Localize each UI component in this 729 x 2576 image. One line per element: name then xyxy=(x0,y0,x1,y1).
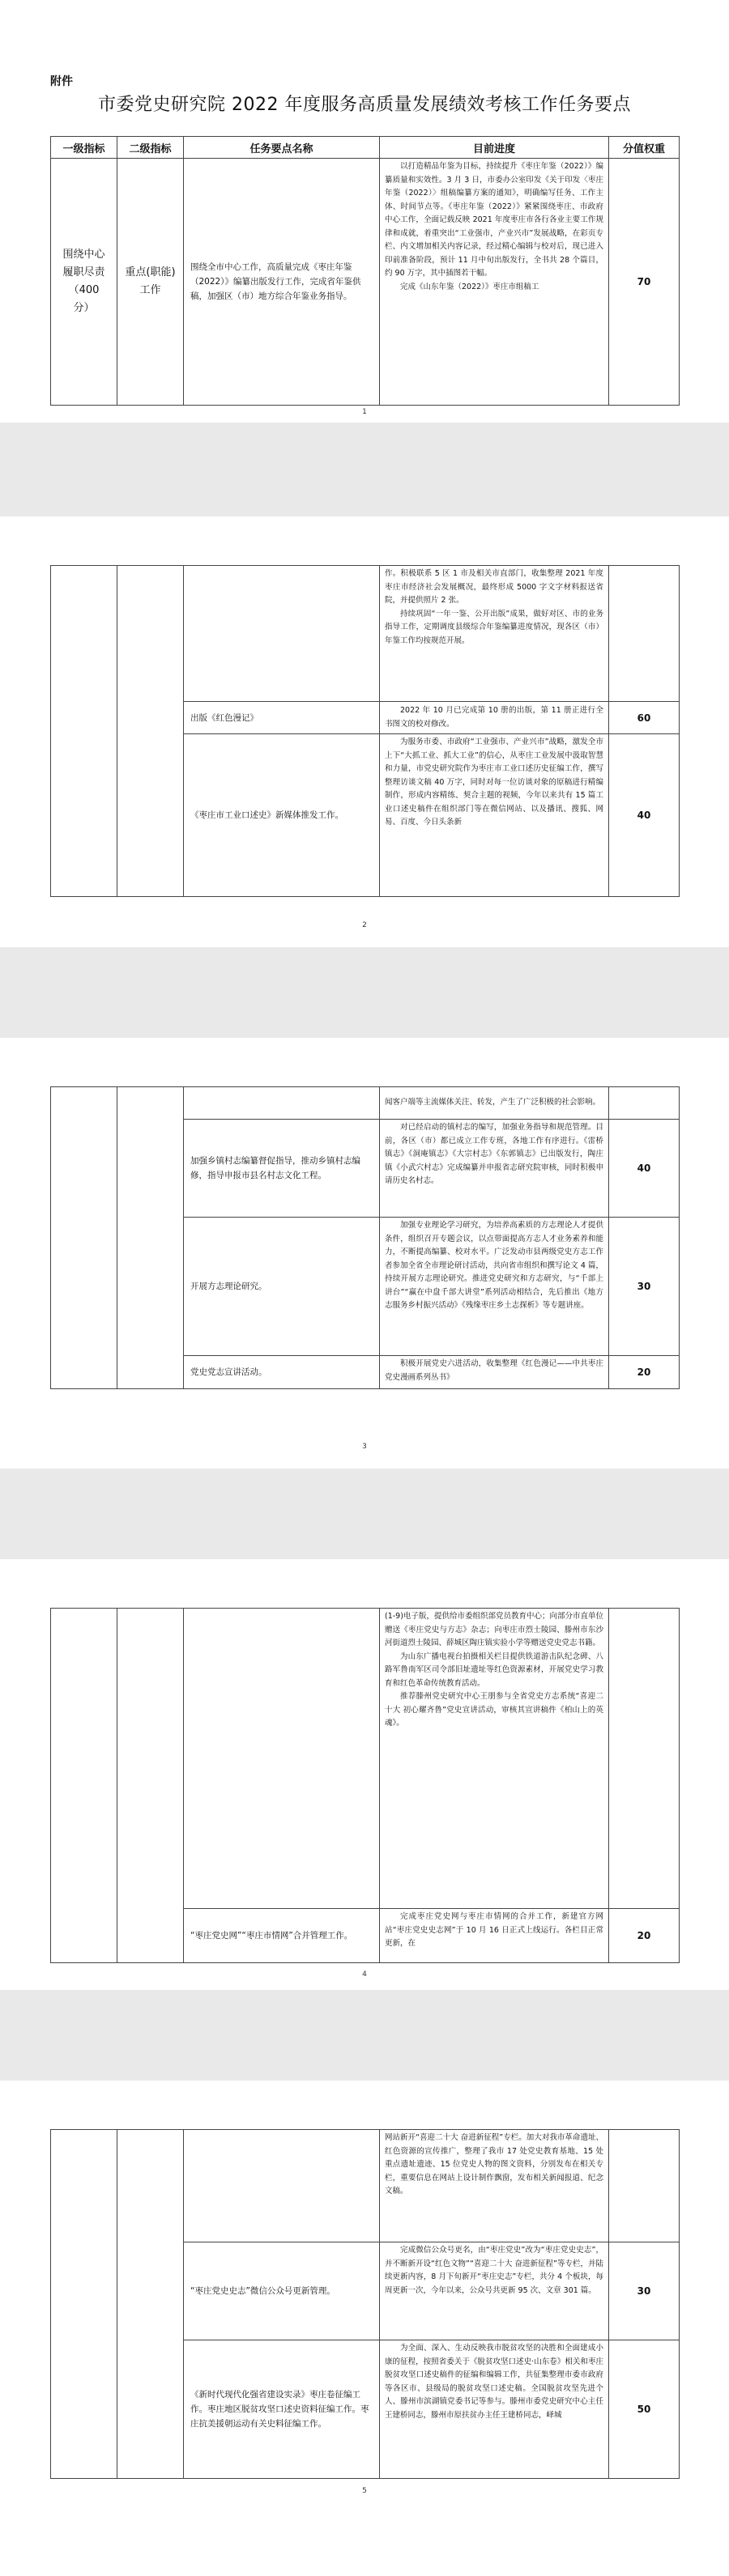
weight-cell xyxy=(609,566,680,702)
weight-cell: 50 xyxy=(609,2340,680,2479)
task-table xyxy=(50,1608,680,1963)
weight-cell xyxy=(609,1087,680,1120)
progress-paragraph: 加强专业理论学习研究，为培养高素质的方志理论人才提供条件，组织召开专题会议，以点带面提高方志人才业务素养和能力，不断提高编纂、校对水平。广泛发动市县两级党史方志工作者参加全省全市理论研讨活动，共向省市组织和撰写论文 4 篇，持续开展方志理论研究。推进党史研究和方志研究，与“千部上讲台”“赢在中盘千部大讲堂”系列活动相结合，先后推出《地方志服务乡村振兴活动》《残缘枣庄乡土志探析》等专题讲座。 xyxy=(385,1221,603,1310)
document-page xyxy=(0,2081,729,2576)
weight-cell: 20 xyxy=(609,1356,680,1389)
weight-cell: 70 xyxy=(609,159,680,406)
task-cell: 《枣庄市工业口述史》新媒体推发工作。 xyxy=(184,734,380,897)
task-table xyxy=(50,1086,680,1389)
attachment-label: 附件 xyxy=(50,75,73,88)
task-table xyxy=(50,136,680,406)
weight-cell xyxy=(609,1609,680,1909)
task-cell xyxy=(184,2130,380,2242)
weight-cell xyxy=(609,2130,680,2242)
task-cell xyxy=(184,566,380,702)
task-cell: “枣庄党史网”“枣庄市情网”合并管理工作。 xyxy=(184,1909,380,1963)
header-level2: 二级指标 xyxy=(117,137,184,159)
level1-cell xyxy=(51,1609,117,1963)
progress-paragraph: 对已经启动的镇村志的编写，加强业务指导和规范管理。目前，各区（市）都已成立工作专班，各地工作有序进行。《雷桥镇志》《洞庵镇志》《大宗村志》《东郭镇志》已出版发行，陶庄镇《小武穴村志》完成编纂并申报省志研究院审核，同时积极申请历史名村志。 xyxy=(385,1123,603,1185)
progress-paragraph: (1-9)电子版，提供给市委组织部党员教育中心；向部分市直单位赠送《枣庄党史与方志》杂志；向枣庄市烈士陵园、滕州市东沙河街道烈士陵园、薛城区陶庄镇实验小学等赠送党史党志书籍。 xyxy=(385,1612,603,1647)
progress-paragraph: 作。积极联系 5 区 1 市及相关市直部门，收集整理 2021 年度枣庄市经济社会发展概况，最终形成 5000 字文字材料报送省院，并提供照片 2 张。 xyxy=(385,569,603,605)
task-table xyxy=(50,565,680,897)
weight-cell: 30 xyxy=(609,1218,680,1356)
progress-paragraph: 完成《山东年鉴（2022）》枣庄市组稿工 xyxy=(400,282,539,291)
task-cell: 党史党志宣讲活动。 xyxy=(184,1356,380,1389)
task-cell: 开展方志理论研究。 xyxy=(184,1218,380,1356)
progress-cell xyxy=(380,1218,609,1356)
page-number: 4 xyxy=(362,1970,367,1979)
progress-paragraph: 以打造精品年鉴为目标，持续提升《枣庄年鉴（2022）》编纂质量和实效性。3 月 3 日，市委办公室印发《关于印发〈枣庄年鉴（2022）〉组稿编纂方案的通知》，明确编写任务、工作主体、时间节点等。《枣庄年鉴（2022）》紧紧围绕枣庄、市政府中心工作，全面记载反映 2021 年度枣庄市各行各业主要工作规律和成就，着重突出“工业强市，产业兴市”发展战略，在彩页专栏、内文增加相关内容记录，经过精心编辑与校对后，现已进入印前准备阶段，预计 11 月中旬出版发行，全书共 28 个篇目，约 90 万字，其中插图若干幅。 xyxy=(385,162,603,278)
document-page xyxy=(0,0,729,423)
task-cell xyxy=(184,1087,380,1120)
table-row xyxy=(51,566,680,702)
document-page xyxy=(0,1038,729,1469)
table-row xyxy=(51,2130,680,2242)
table-row xyxy=(51,1609,680,1909)
progress-paragraph: 完成枣庄党史网与枣庄市情网的合并工作，新建官方网站“枣庄党史史志网”于 10 月 16 日正式上线运行。各栏目正常更新，在 xyxy=(385,1912,603,1948)
weight-cell: 60 xyxy=(609,702,680,734)
page-number: 3 xyxy=(362,1443,367,1451)
document-title: 市委党史研究院 2022 年度服务高质量发展绩效考核工作任务要点 xyxy=(98,95,631,115)
level2-cell: 重点(职能)工作 xyxy=(117,159,184,406)
task-cell xyxy=(184,1609,380,1909)
task-cell: 《新时代现代化强省建设实录》枣庄卷征编工作。枣庄地区脱贫攻坚口述史资料征编工作。枣庄抗美援朝运动有关史料征编工作。 xyxy=(184,2340,380,2479)
progress-paragraph: 持续巩固“一年一鉴、公开出版”成果，做好对区、市的业务指导工作，定期调度县级综合年鉴编纂进度情况，现各区（市）年鉴工作均按规范开展。 xyxy=(385,609,603,645)
weight-cell: 30 xyxy=(609,2242,680,2340)
page-number: 5 xyxy=(362,2487,367,2495)
level2-cell xyxy=(117,566,184,897)
document-page xyxy=(0,1559,729,1990)
progress-cell xyxy=(380,2130,609,2242)
progress-cell xyxy=(380,734,609,897)
progress-cell xyxy=(380,566,609,702)
weight-cell: 20 xyxy=(609,1909,680,1963)
task-cell: 围绕全市中心工作，高质量完成《枣庄年鉴（2022）》编纂出版发行工作，完成省年鉴供稿，加强区（市）地方综合年鉴业务指导。 xyxy=(184,159,380,406)
progress-paragraph: 闻客户端等主流媒体关注、转发，产生了广泛积极的社会影响。 xyxy=(385,1098,601,1107)
progress-paragraph: 2022 年 10 月已完成第 10 册的出版，第 11 册正进行全书图文的校对修改。 xyxy=(385,706,603,729)
progress-paragraph: 为山东广播电视台拍摄相关栏目提供铁道游击队纪念碑、八路军鲁南军区司令部旧址遗址等红色资源素材，开展党史学习教育和红色革命传统教育活动。 xyxy=(385,1651,603,1688)
header-task: 任务要点名称 xyxy=(184,137,380,159)
level2-cell xyxy=(117,2130,184,2479)
task-cell: 加强乡镇村志编纂督促指导，推动乡镇村志编修，指导申报市县名村志文化工程。 xyxy=(184,1120,380,1218)
progress-cell xyxy=(380,1356,609,1389)
level1-cell xyxy=(51,2130,117,2479)
task-table xyxy=(50,2129,680,2479)
progress-paragraph: 为全面、深入、生动反映我市脱贫攻坚的决胜和全面建成小康的征程，按照省委关于《脱贫攻坚口述史·山东卷》相关和枣庄脱贫攻坚口述史稿件的征编和编辑工作，共征集整理市委市政府等各区市、县级局的脱贫攻坚口述史稿。全国脱贫攻坚先进个人、滕州市滨湖镇党委书记等参与。滕州市委党史研究中心主任王建桥同志，滕州市原扶贫办主任王建桥同志，峄城 xyxy=(385,2344,603,2420)
progress-cell xyxy=(380,1120,609,1218)
progress-cell xyxy=(380,159,609,406)
page-number: 1 xyxy=(362,408,367,416)
weight-cell: 40 xyxy=(609,1120,680,1218)
level2-cell xyxy=(117,1609,184,1963)
task-cell: 出版《红色漫记》 xyxy=(184,702,380,734)
header-level1: 一级指标 xyxy=(51,137,117,159)
table-header-row xyxy=(51,137,680,159)
progress-paragraph: 网站新开“喜迎二十大 奋进新征程”专栏。加大对我市革命遗址、红色资源的宣传推广，整理了我市 17 处党史教育基地、15 处重点遗址遗迹、15 位党史人物的图文资料，分别发布在相关专栏，重要信息在网站上设计制作飘窗，发布相关新闻报道、纪念文稿。 xyxy=(385,2133,603,2196)
progress-paragraph: 积极开展党史六进活动，收集整理《红色漫记——中共枣庄党史漫画系列丛书》 xyxy=(385,1359,603,1382)
progress-paragraph: 为服务市委、市政府“工业强市、产业兴市”战略，激发全市上下“大抓工业、抓大工业”的信心，从枣庄工业发展中汲取智慧和力量，市党史研究院作为枣庄市工业口述历史征编工作，撰写整理访谈文稿 40 万字，同时对每一位访谈对象的原稿进行精编制作，形成内容精练、契合主题的视频，今年以来共有 15 篇工业口述史稿件在组织部门等在微信网站、以及播讯、搜狐、网易、百度、今日头条新 xyxy=(385,738,603,827)
progress-cell xyxy=(380,2242,609,2340)
progress-cell xyxy=(380,1609,609,1909)
weight-cell: 40 xyxy=(609,734,680,897)
table-row xyxy=(51,1087,680,1120)
table-row xyxy=(51,159,680,406)
progress-cell xyxy=(380,702,609,734)
header-progress: 目前进度 xyxy=(380,137,609,159)
page-number: 2 xyxy=(362,921,367,929)
level1-cell xyxy=(51,1087,117,1389)
document-page xyxy=(0,516,729,947)
progress-cell xyxy=(380,1087,609,1120)
progress-cell xyxy=(380,2340,609,2479)
level1-cell xyxy=(51,566,117,897)
progress-paragraph: 完成微信公众号更名，由“枣庄党史”改为“枣庄党史史志”，并不断新开设“红色文物”“喜迎二十大 奋进新征程”等专栏，并陆续更新内容，8 月下旬新开“枣庄史志”专栏，共分 4 个板块，每周更新一次，今年以来，公众号共更新 95 次、文章 301 篇。 xyxy=(385,2246,603,2295)
header-weight: 分值权重 xyxy=(609,137,680,159)
task-cell: “枣庄党史史志”微信公众号更新管理。 xyxy=(184,2242,380,2340)
level1-cell: 围绕中心履职尽责（400 分） xyxy=(51,159,117,406)
progress-cell xyxy=(380,1909,609,1963)
progress-paragraph: 推荐滕州党史研究中心王朋参与全省党史方志系统“喜迎二十大 初心耀齐鲁”党史宣讲活动，审核其宣讲稿件《柏山上的英魂》。 xyxy=(385,1692,603,1728)
level2-cell xyxy=(117,1087,184,1389)
